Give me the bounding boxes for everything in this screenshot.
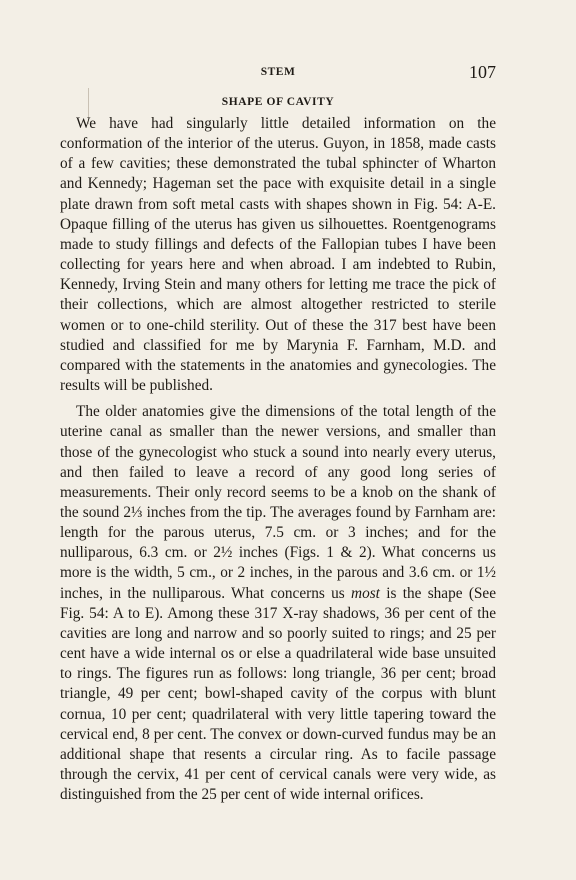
page-number: 107	[469, 62, 496, 82]
paragraph-2	[60, 402, 496, 805]
page-header	[60, 62, 496, 86]
paragraph-2-part-2: is the shape (See Fig. 54: A to E). Among these 317 X-ray shadows, 36 per cent of the cavities are long and narrow and so poorly suited to rings; and 25 per cent have a wide internal os or else a quadrilateral wide base unsuited to rings. The figures run as follows: long triangle, 36 per cent; broad triangle, 49 per cent; bowl-shaped cavity of the corpus with blunt cornua, 10 per cent; quadrilateral with very little tapering toward the cervical end, 8 per cent. The convex or down-curved fundus may be an additional shape that resents a circular ring. As to facile passage through the cervix, 41 per cent of cervical canals were very wide, as distinguished from the 25 per cent of wide internal orifices.	[60, 584, 496, 804]
paragraph-2-part-1: The older anatomies give the dimensions of the total length of the uterine canal as smaller than the newer versions, and smaller than those of the gynecologist who stuck a sound into nearly every uterus, and then failed to leave a record of any good long series of measurements. Their only record seems to be a knob on the shank of the sound 2⅓ inches from the tip. The averages found by Farnham are: length for the parous uterus, 7.5 cm. or 3 inches; and for the nulliparous, 6.3 cm. or 2½ inches (Figs. 1 & 2). What concerns us more is the width, 5 cm., or 2 inches, in the parous and 3.6 cm. or 1½ inches, in the nulliparous. What concerns us	[60, 403, 496, 602]
body-text	[60, 114, 496, 805]
running-head: STEM	[260, 66, 296, 78]
section-title: SHAPE OF CAVITY	[221, 96, 335, 108]
paragraph-2-emphasis: most	[351, 584, 380, 602]
paragraph-1: We have had singularly little detailed information on the conformation of the interior of the uterus. Guyon, in 1858, made casts of a few cavities; these demonstrated the tubal sphincter of Wharton and Kennedy; Hageman set the pace with exquisite detail in a single plate drawn from soft metal casts with shapes shown in Fig. 54: A-E. Opaque filling of the uterus has given us silhouettes. Roentgenograms made to study fillings and defects of the Fallopian tubes I have been collecting for years here and when abroad. I am indebted to Rubin, Kennedy, Irving Stein and many others for letting me trace the pick of their collections, which are almost altogether restricted to sterile women or to one-child sterility. Out of these the 317 best have been studied and classified for me by Marynia F. Farnham, M.D. and compared with the statements in the anatomies and gynecologies. The results will be published.	[60, 115, 496, 395]
